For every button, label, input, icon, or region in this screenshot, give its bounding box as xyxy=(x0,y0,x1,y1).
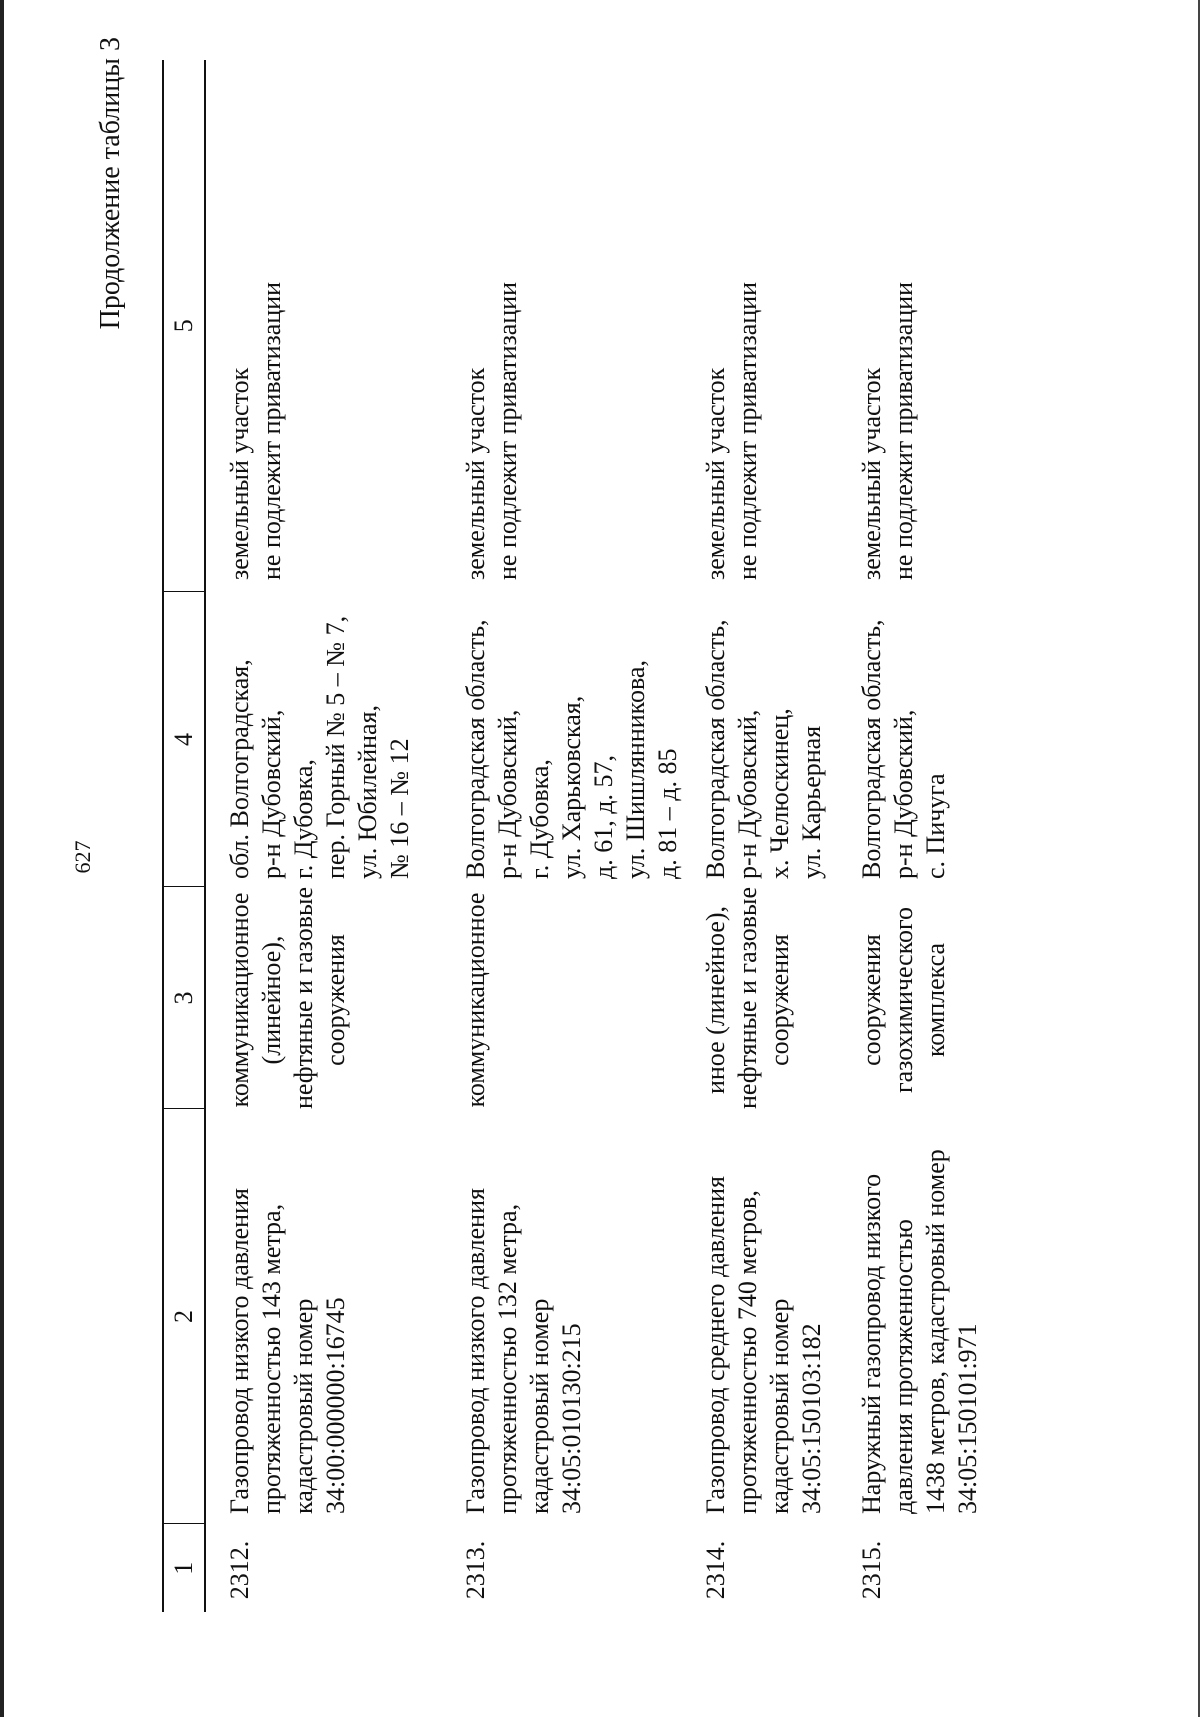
cell-line: ул. Шишлянникова, xyxy=(621,660,650,879)
row-number: 2314. xyxy=(701,1540,730,1600)
address-cell xyxy=(205,592,450,887)
cell-line: 34:05:010130:215 xyxy=(557,1323,586,1514)
cell-line: земельный участок xyxy=(701,367,730,580)
cell-line: Газопровод среднего давления xyxy=(701,1176,730,1514)
cell-line: Газопровод низкого давления xyxy=(461,1188,490,1514)
table-continuation-caption: Продолжение таблицы 3 xyxy=(95,37,126,330)
cell-line: Наружный газопровод низкого xyxy=(857,1173,886,1514)
address-cell xyxy=(690,592,850,887)
cell-line: сооружения xyxy=(765,934,794,1066)
object-name-cell xyxy=(850,1109,996,1524)
cell-line: сооружения xyxy=(857,934,886,1066)
cell-line: нефтяные и газовые xyxy=(733,886,762,1109)
note-cell xyxy=(205,60,450,592)
object-name-cell xyxy=(690,1109,850,1524)
cell-line: х. Челюскинец, xyxy=(765,708,794,879)
cell-line: Газопровод низкого давления xyxy=(225,1188,254,1514)
cell-line: р-н Дубовский, xyxy=(493,709,522,879)
cell-line: д. 81 – д. 85 xyxy=(653,748,682,879)
table-row xyxy=(205,60,450,1612)
cell-line: не подлежит приватизации xyxy=(493,281,522,580)
cell-line: 1438 метров, кадастровый номер xyxy=(921,1149,950,1514)
cell-line: кадастровый номер xyxy=(765,1298,794,1514)
column-header: 1 xyxy=(163,1524,205,1612)
cell-line: г. Дубовка, xyxy=(525,759,554,879)
table-row xyxy=(850,60,996,1612)
cell-line: коммуникационное xyxy=(461,892,490,1108)
cell-line: с. Пичуга xyxy=(921,773,950,879)
cell-line: земельный участок xyxy=(225,367,254,580)
cell-line: протяженностью 143 метра, xyxy=(257,1203,286,1514)
object-type-cell xyxy=(850,887,996,1109)
row-number: 2315. xyxy=(857,1540,886,1600)
cell-line: 34:05:150103:182 xyxy=(797,1323,826,1514)
cell-line: 34:00:000000:16745 xyxy=(321,1297,350,1514)
cell-line: г. Дубовка, xyxy=(289,759,318,879)
cell-line: Волгоградская область, xyxy=(461,619,490,879)
cell-line: р-н Дубовский, xyxy=(257,709,286,879)
table-header-row xyxy=(163,60,205,1612)
cell-line: не подлежит приватизации xyxy=(257,281,286,580)
cell-line: давления протяженностью xyxy=(889,1219,918,1514)
object-name-cell xyxy=(450,1109,690,1524)
cell-line: р-н Дубовский, xyxy=(733,709,762,879)
cell-line: кадастровый номер xyxy=(289,1298,318,1514)
cell-line: № 16 – № 12 xyxy=(385,738,414,879)
cell-line: нефтяные и газовые xyxy=(289,886,318,1109)
column-header: 2 xyxy=(163,1109,205,1524)
address-cell xyxy=(850,592,996,887)
cell-line: ул. Харьковская, xyxy=(557,695,586,879)
object-type-cell xyxy=(690,887,850,1109)
cell-line: земельный участок xyxy=(461,367,490,580)
row-number: 2313. xyxy=(461,1540,490,1600)
cell-line: обл. Волгоградская, xyxy=(225,659,254,879)
table-row xyxy=(450,60,690,1612)
property-table xyxy=(162,60,996,1612)
cell-line: кадастровый номер xyxy=(525,1298,554,1514)
cell-line: земельный участок xyxy=(857,367,886,580)
note-cell xyxy=(450,60,690,592)
note-cell xyxy=(690,60,850,592)
cell-line: ул. Юбилейная, xyxy=(353,704,382,879)
object-type-cell xyxy=(450,887,690,1109)
column-header: 4 xyxy=(163,592,205,887)
column-header: 3 xyxy=(163,887,205,1109)
page-number: 627 xyxy=(70,840,95,874)
cell-line: Волгоградская область, xyxy=(701,619,730,879)
column-header: 5 xyxy=(163,60,205,592)
cell-line: ул. Карьерная xyxy=(797,725,826,879)
cell-line: не подлежит приватизации xyxy=(889,281,918,580)
row-number: 2312. xyxy=(225,1540,254,1600)
cell-line: комплекса xyxy=(921,942,950,1058)
cell-line: иное (линейное), xyxy=(701,905,730,1095)
table-row xyxy=(690,60,850,1612)
cell-line: сооружения xyxy=(321,934,350,1066)
object-type-cell xyxy=(205,887,450,1109)
cell-line: (линейное), xyxy=(257,935,286,1065)
cell-line: коммуникационное xyxy=(225,892,254,1108)
note-cell xyxy=(850,60,996,592)
cell-line: пер. Горный № 5 – № 7, xyxy=(321,615,350,879)
cell-line: 34:05:150101:971 xyxy=(953,1323,982,1514)
cell-line: д. 61, д. 57, xyxy=(589,755,618,879)
cell-line: протяженностью 740 метров, xyxy=(733,1190,762,1514)
cell-line: Волгоградская область, xyxy=(857,619,886,879)
address-cell xyxy=(450,592,690,887)
cell-line: газохимического xyxy=(889,906,918,1094)
cell-line: не подлежит приватизации xyxy=(733,281,762,580)
cell-line: р-н Дубовский, xyxy=(889,709,918,879)
cell-line: протяженностью 132 метра, xyxy=(493,1203,522,1514)
object-name-cell xyxy=(205,1109,450,1524)
